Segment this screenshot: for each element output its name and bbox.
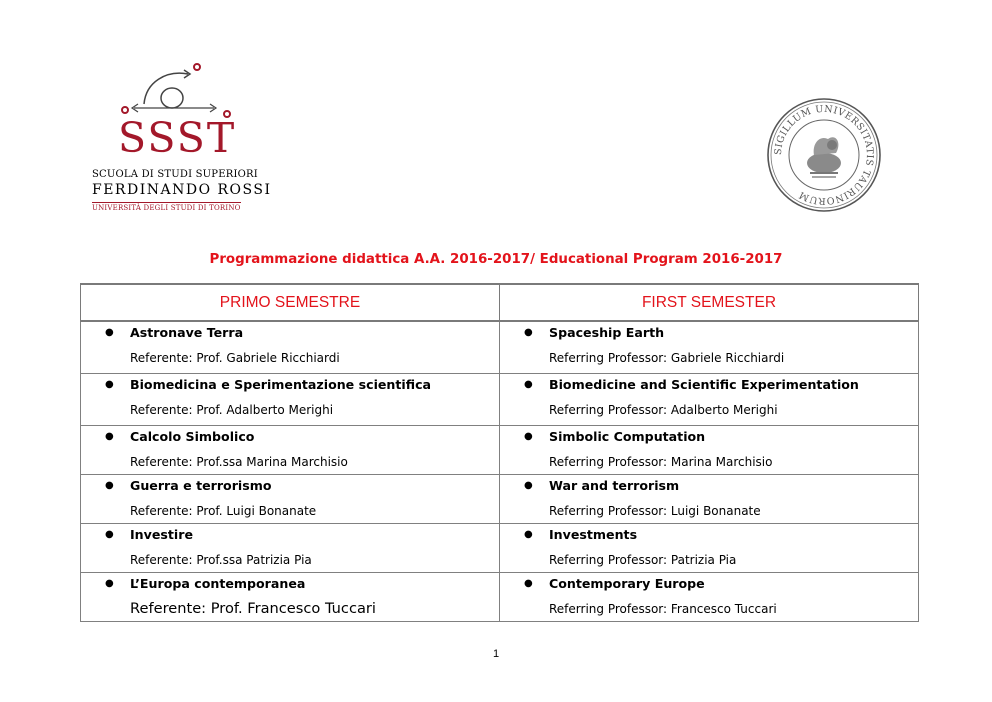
bullet-icon: ● [524, 529, 533, 540]
logo-letters: SSST [118, 114, 237, 162]
table-cell-it [81, 573, 500, 622]
table-row [81, 321, 919, 374]
table-cell-en [500, 374, 919, 426]
bullet-icon: ● [524, 327, 533, 338]
bullet-icon: ● [105, 529, 114, 540]
bullet-icon: ● [524, 480, 533, 491]
bullet-icon: ● [524, 431, 533, 442]
course-referent: Referring Professor: Francesco Tuccari [549, 602, 777, 616]
course-title: Guerra e terrorismo [130, 478, 272, 493]
course-title: Investments [549, 527, 638, 542]
table-cell-en [500, 321, 919, 374]
table-cell-en [500, 426, 919, 475]
bullet-icon: ● [105, 327, 114, 338]
course-referent: Referente: Prof.ssa Patrizia Pia [130, 553, 312, 567]
course-title: War and terrorism [549, 478, 680, 493]
course-title: Spaceship Earth [549, 325, 665, 340]
university-seal-icon [766, 97, 882, 213]
logo-line-university: UNIVERSITÀ DEGLI STUDI DI TORINO [92, 204, 241, 212]
bullet-icon: ● [105, 480, 114, 491]
logo-swirl-icon [84, 60, 284, 120]
table-row [81, 475, 919, 524]
logo-line-school: SCUOLA DI STUDI SUPERIORI [92, 169, 258, 180]
table-cell-en [500, 475, 919, 524]
table-cell-en [500, 573, 919, 622]
seal-text: SIGILLUM UNIVERSITATIS TAURINORUM [772, 103, 876, 207]
table-row [81, 426, 919, 475]
table-header-row [81, 284, 919, 321]
course-referent: Referente: Prof. Francesco Tuccari [130, 600, 376, 617]
course-title: Biomedicine and Scientific Experimentation [549, 377, 859, 392]
course-referent: Referring Professor: Marina Marchisio [549, 455, 773, 469]
course-referent: Referente: Prof.ssa Marina Marchisio [130, 455, 348, 469]
table-cell-it [81, 475, 500, 524]
course-referent: Referente: Prof. Luigi Bonanate [130, 504, 317, 518]
course-title: Calcolo Simbolico [130, 429, 255, 444]
course-referent: Referente: Prof. Adalberto Merighi [130, 403, 334, 417]
logo-line-name: FERDINANDO ROSSI [92, 182, 272, 198]
course-referent: Referring Professor: Patrizia Pia [549, 553, 737, 567]
header-first-semester: FIRST SEMESTER [500, 284, 919, 321]
table-row [81, 524, 919, 573]
table-cell-it [81, 426, 500, 475]
table-row [81, 374, 919, 426]
table-row [81, 573, 919, 622]
course-referent: Referring Professor: Gabriele Ricchiardi [549, 351, 785, 365]
course-referent: Referring Professor: Luigi Bonanate [549, 504, 761, 518]
course-title: Investire [130, 527, 193, 542]
table-cell-it [81, 374, 500, 426]
course-title: Astronave Terra [130, 325, 244, 340]
table-cell-it [81, 524, 500, 573]
ssst-logo [84, 60, 284, 220]
bullet-icon: ● [105, 431, 114, 442]
table-cell-en [500, 524, 919, 573]
course-title: L’Europa contemporanea [130, 576, 306, 591]
bullet-icon: ● [524, 578, 533, 589]
bullet-icon: ● [105, 379, 114, 390]
bullet-icon: ● [105, 578, 114, 589]
table-cell-it [81, 321, 500, 374]
course-referent: Referring Professor: Adalberto Merighi [549, 403, 778, 417]
page-number: 1 [492, 648, 500, 660]
course-referent: Referente: Prof. Gabriele Ricchiardi [130, 351, 340, 365]
document-title: Programmazione didattica A.A. 2016-2017/ Educational Program 2016-2017 [209, 252, 783, 267]
course-title: Simbolic Computation [549, 429, 706, 444]
course-title: Biomedicina e Sperimentazione scientifica [130, 377, 432, 392]
program-table [80, 283, 919, 622]
bullet-icon: ● [524, 379, 533, 390]
header-primo-semestre: PRIMO SEMESTRE [81, 284, 500, 321]
course-title: Contemporary Europe [549, 576, 705, 591]
